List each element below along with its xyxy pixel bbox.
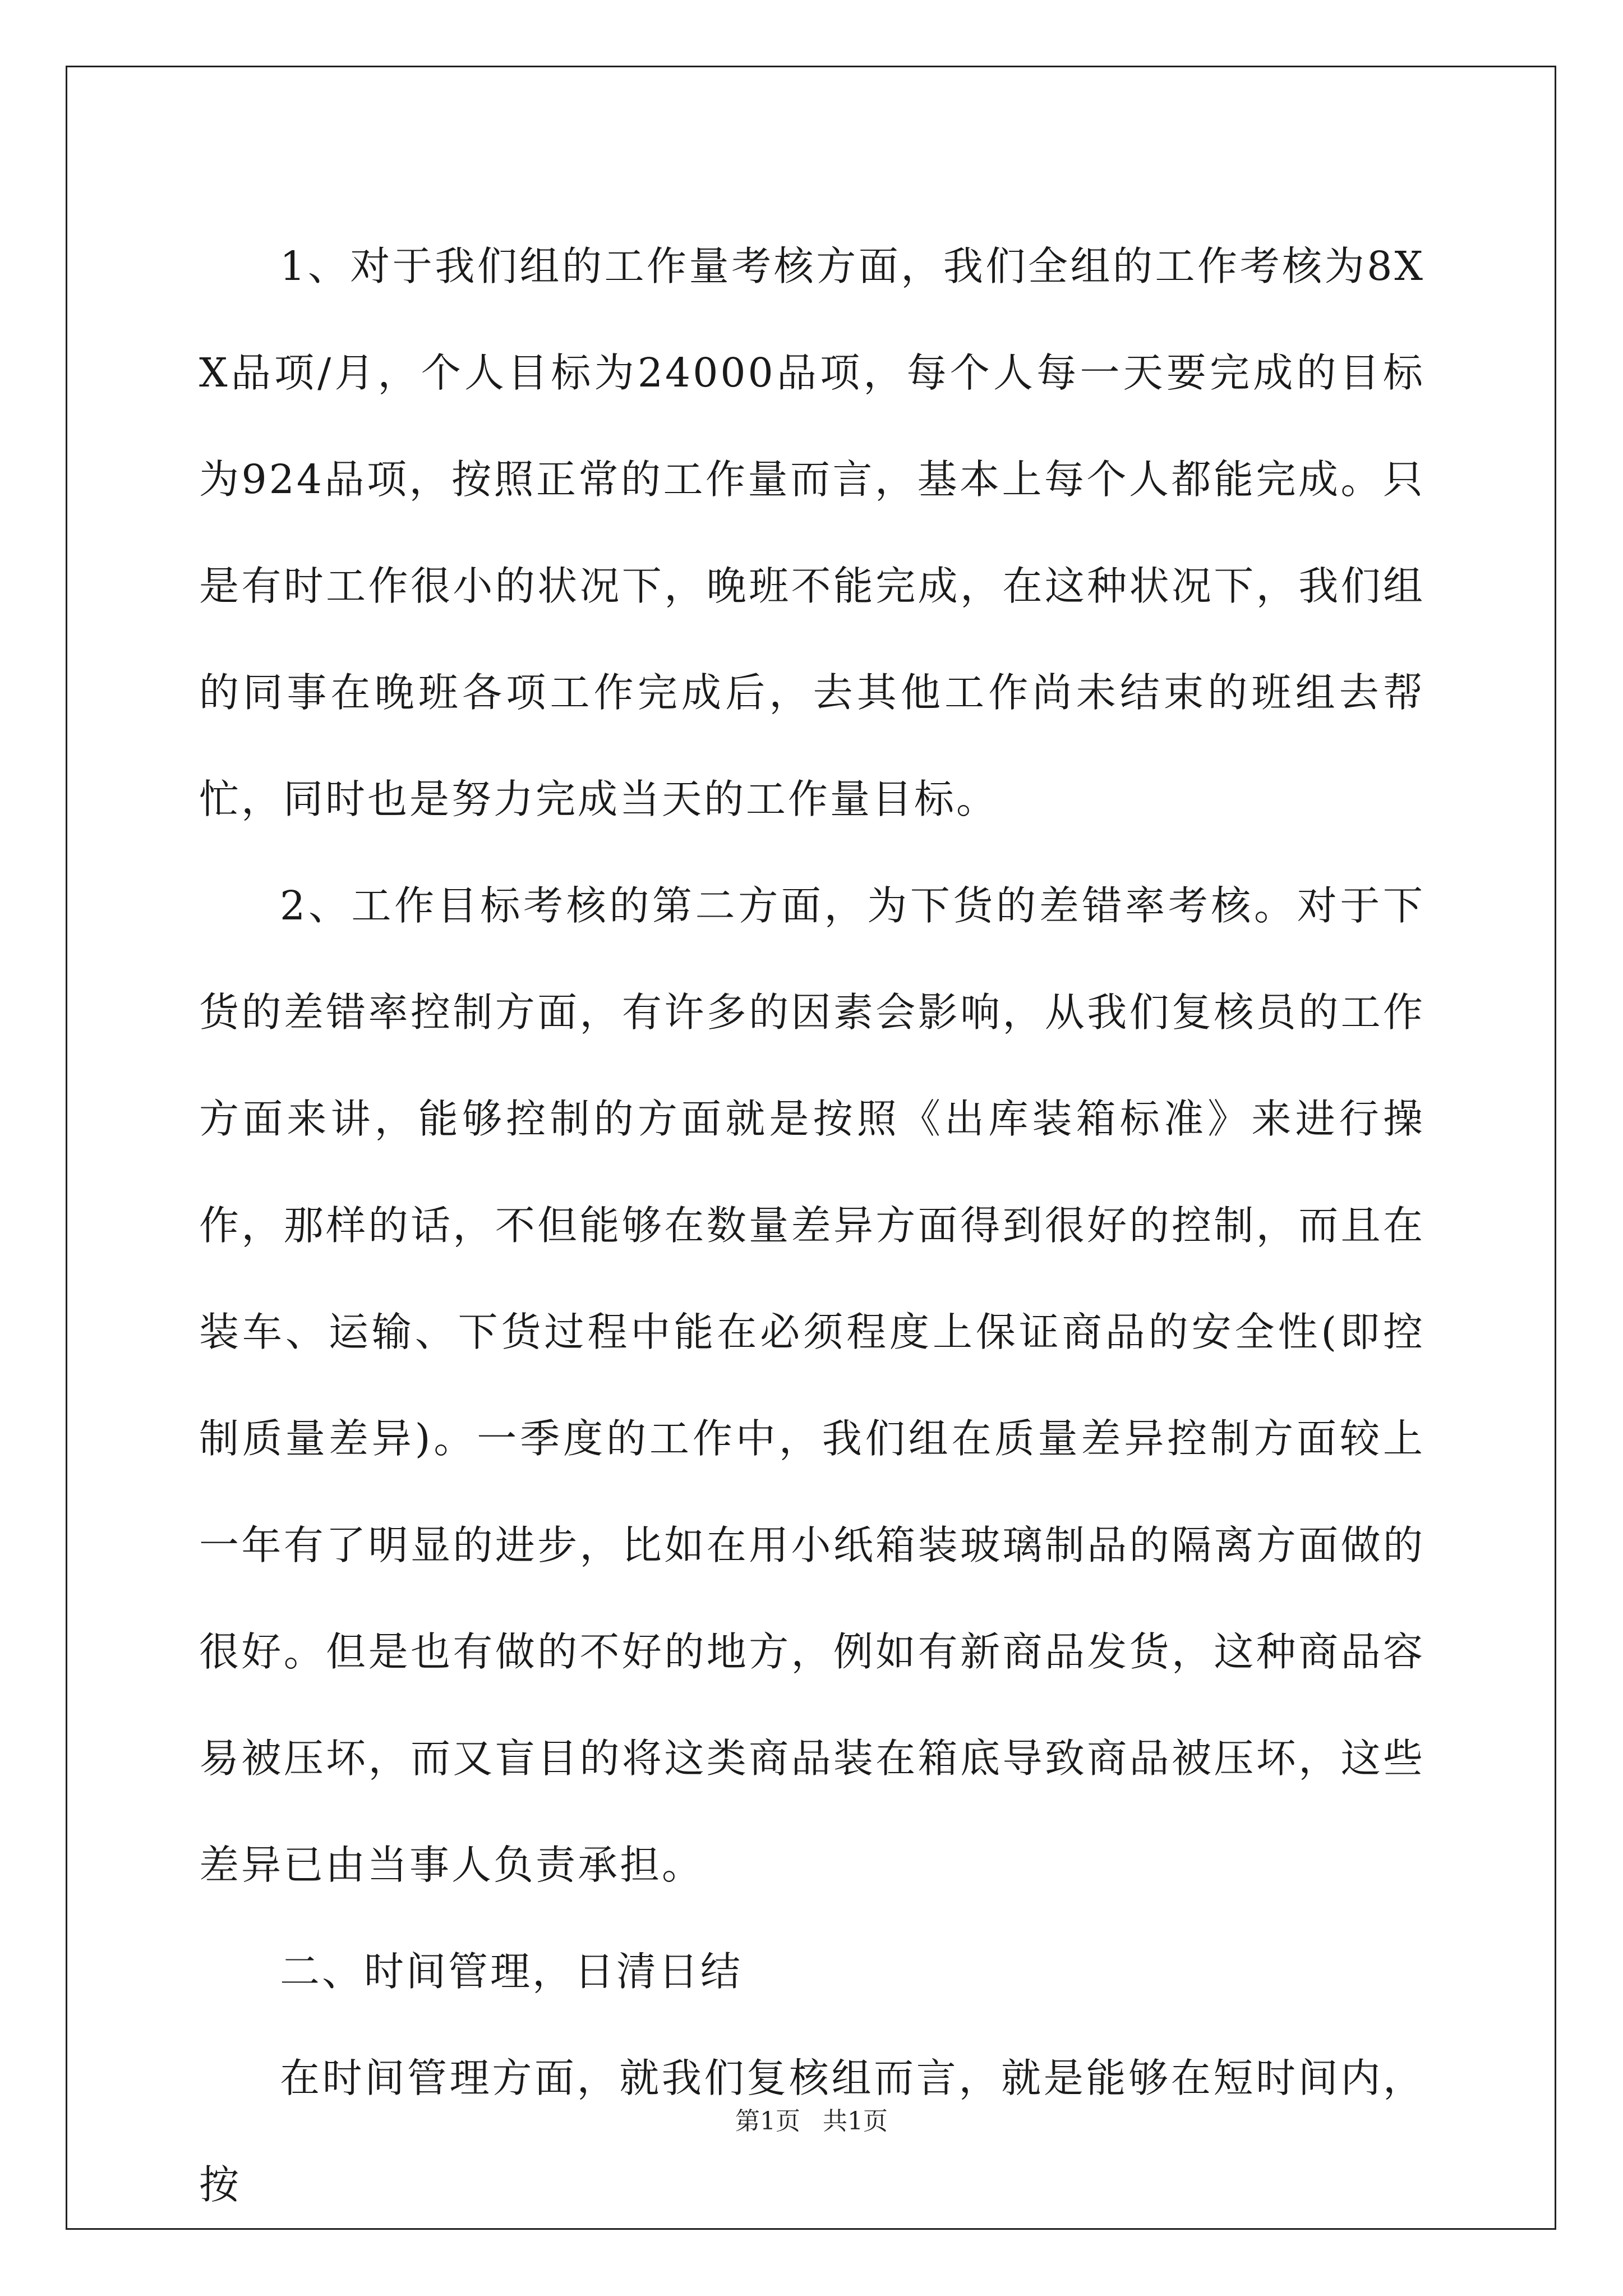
paragraph-time-management: 在时间管理方面，就我们复核组而言，就是能够在短时间内，按	[199, 2055, 1425, 2208]
section-heading-time-management: 二、时间管理，日清日结	[280, 1948, 743, 1995]
page-number-current: 第1页	[735, 2107, 800, 2136]
document-body	[199, 213, 1425, 2238]
paragraph-workload-assessment: 1、对于我们组的工作量考核方面，我们全组的工作考核为8XX品项/月，个人目标为24000品项，每个人每一天要完成的目标为924品项，按照正常的工作量而言，基本上每个人都能完成。只是有时工作很小的状况下，晚班不能完成，在这种状况下，我们组的同事在晚班各项工作完成后，去其他工作尚未结束的班组去帮忙，同时也是努力完成当天的工作量目标。	[199, 243, 1425, 822]
page-footer	[0, 2105, 1623, 2138]
paragraph-error-rate-assessment: 2、工作目标考核的第二方面，为下货的差错率考核。对于下货的差错率控制方面，有许多的因素会影响，从我们复核员的工作方面来讲，能够控制的方面就是按照《出库装箱标准》来进行操作，那样的话，不但能够在数量差异方面得到很好的控制，而且在装车、运输、下货过程中能在必须程度上保证商品的安全性(即控制质量差异)。一季度的工作中，我们组在质量差异控制方面较上一年有了明显的进步，比如在用小纸箱装玻璃制品的隔离方面做的很好。但是也有做的不好的地方，例如有新商品发货，这种商品容易被压坏，而又盲目的将这类商品装在箱底导致商品被压坏，这些差异已由当事人负责承担。	[199, 882, 1425, 1888]
page-number-total: 共1页	[823, 2107, 888, 2136]
